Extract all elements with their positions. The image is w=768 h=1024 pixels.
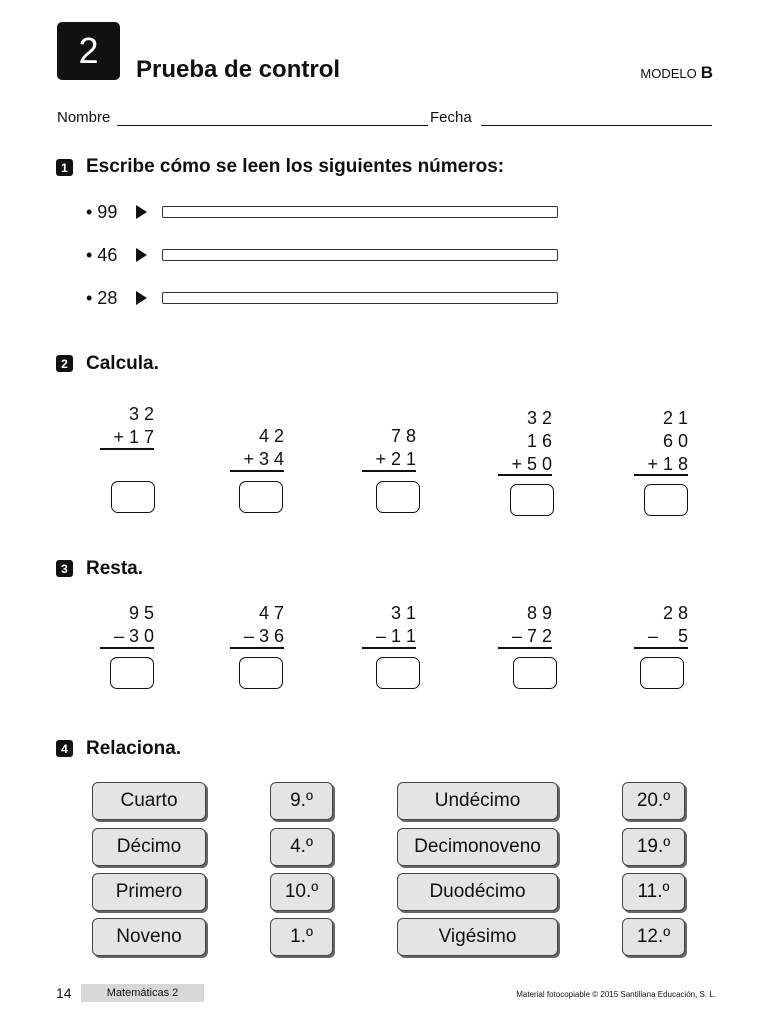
difference-rule	[634, 647, 688, 649]
operand-line: 4 2	[258, 426, 284, 446]
addition-problem	[608, 407, 688, 476]
reading-row	[86, 200, 558, 224]
ordinal-word-card[interactable]: Noveno	[92, 918, 206, 956]
operand-line: 7 8	[390, 426, 416, 446]
answer-box[interactable]	[376, 481, 420, 513]
ordinal-word-card[interactable]: Duodécimo	[397, 873, 558, 911]
name-label: Nombre	[57, 109, 111, 126]
exercise-4-title: Relaciona.	[86, 738, 182, 759]
subject-label: Matemáticas 2	[81, 984, 204, 1002]
ordinal-number-card[interactable]: 12.º	[622, 918, 685, 956]
difference-rule	[100, 647, 154, 649]
exercise-2-title: Calcula.	[86, 353, 159, 374]
copyright-notice: Material fotocopiable © 2015 Santillana Educación, S. L.	[516, 990, 716, 999]
subtraction-problem	[204, 602, 284, 648]
sum-rule	[634, 474, 688, 476]
reading-number: • 99	[86, 201, 118, 222]
model-letter: B	[700, 63, 713, 82]
subtraction-problem	[336, 602, 416, 648]
reading-row	[86, 286, 558, 310]
operand-line: 6 0	[662, 431, 688, 451]
operand-line: – 5	[647, 626, 688, 646]
operand-line: – 3 0	[113, 626, 154, 646]
sum-rule	[100, 448, 154, 450]
ordinal-number-card[interactable]: 4.º	[270, 828, 333, 866]
ordinal-number-card[interactable]: 19.º	[622, 828, 685, 866]
operand-line: – 1 1	[375, 626, 416, 646]
operand-line: 3 1	[390, 603, 416, 623]
ordinal-number-card[interactable]: 11.º	[622, 873, 685, 911]
ordinal-word-card[interactable]: Undécimo	[397, 782, 558, 820]
date-label: Fecha	[430, 109, 472, 126]
ordinal-word-card[interactable]: Décimo	[92, 828, 206, 866]
exercise-1-title: Escribe cómo se leen los siguientes números:	[86, 156, 505, 177]
operand-line: + 1 7	[113, 427, 154, 447]
answer-box[interactable]	[513, 657, 557, 689]
reading-number: • 28	[86, 287, 118, 308]
date-field[interactable]	[481, 125, 712, 126]
answer-field[interactable]	[162, 206, 558, 218]
exercise-1-number: 1	[56, 159, 73, 176]
answer-box[interactable]	[376, 657, 420, 689]
operand-line: 2 8	[662, 603, 688, 623]
exercise-3-title: Resta.	[86, 558, 144, 579]
sum-rule	[230, 470, 284, 472]
difference-rule	[362, 647, 416, 649]
operand-line: 4 7	[258, 603, 284, 623]
difference-rule	[230, 647, 284, 649]
operand-line: + 2 1	[375, 449, 416, 469]
operand-line: 8 9	[526, 603, 552, 623]
answer-box[interactable]	[510, 484, 554, 516]
name-field[interactable]	[117, 125, 428, 126]
answer-box[interactable]	[110, 657, 154, 689]
answer-field[interactable]	[162, 292, 558, 304]
operand-line: – 3 6	[243, 626, 284, 646]
model-label: MODELO	[640, 66, 697, 81]
unit-number-badge: 2	[57, 22, 120, 80]
answer-box[interactable]	[111, 481, 155, 513]
answer-box[interactable]	[239, 481, 283, 513]
addition-problem	[472, 407, 552, 476]
arrow-right-icon	[136, 291, 147, 305]
answer-field[interactable]	[162, 249, 558, 261]
addition-problem	[204, 425, 284, 471]
reading-number: • 46	[86, 244, 118, 265]
arrow-right-icon	[136, 248, 147, 262]
operand-line: + 3 4	[243, 449, 284, 469]
sum-rule	[362, 470, 416, 472]
subtraction-problem	[472, 602, 552, 648]
answer-box[interactable]	[640, 657, 684, 689]
ordinal-word-card[interactable]: Vigésimo	[397, 918, 558, 956]
addition-problem	[74, 403, 154, 449]
operand-line: 3 2	[128, 404, 154, 424]
ordinal-number-card[interactable]: 10.º	[270, 873, 333, 911]
operand-line: 2 1	[662, 408, 688, 428]
exercise-4-number: 4	[56, 740, 73, 757]
operand-line: + 1 8	[647, 454, 688, 474]
operand-line: 1 6	[526, 431, 552, 451]
model-indicator	[640, 63, 713, 83]
page-title: Prueba de control	[136, 56, 341, 83]
subtraction-problem	[608, 602, 688, 648]
operand-line: 3 2	[526, 408, 552, 428]
exercise-3-number: 3	[56, 560, 73, 577]
operand-line: 9 5	[128, 603, 154, 623]
answer-box[interactable]	[239, 657, 283, 689]
exercise-2-number: 2	[56, 355, 73, 372]
reading-row	[86, 243, 558, 267]
page-number: 14	[56, 985, 72, 1001]
difference-rule	[498, 647, 552, 649]
ordinal-number-card[interactable]: 1.º	[270, 918, 333, 956]
answer-box[interactable]	[644, 484, 688, 516]
subtraction-problem	[74, 602, 154, 648]
arrow-right-icon	[136, 205, 147, 219]
operand-line: – 7 2	[511, 626, 552, 646]
ordinal-word-card[interactable]: Decimonoveno	[397, 828, 558, 866]
sum-rule	[498, 474, 552, 476]
addition-problem	[336, 425, 416, 471]
ordinal-word-card[interactable]: Cuarto	[92, 782, 206, 820]
ordinal-number-card[interactable]: 9.º	[270, 782, 333, 820]
ordinal-word-card[interactable]: Primero	[92, 873, 206, 911]
ordinal-number-card[interactable]: 20.º	[622, 782, 685, 820]
operand-line: + 5 0	[511, 454, 552, 474]
